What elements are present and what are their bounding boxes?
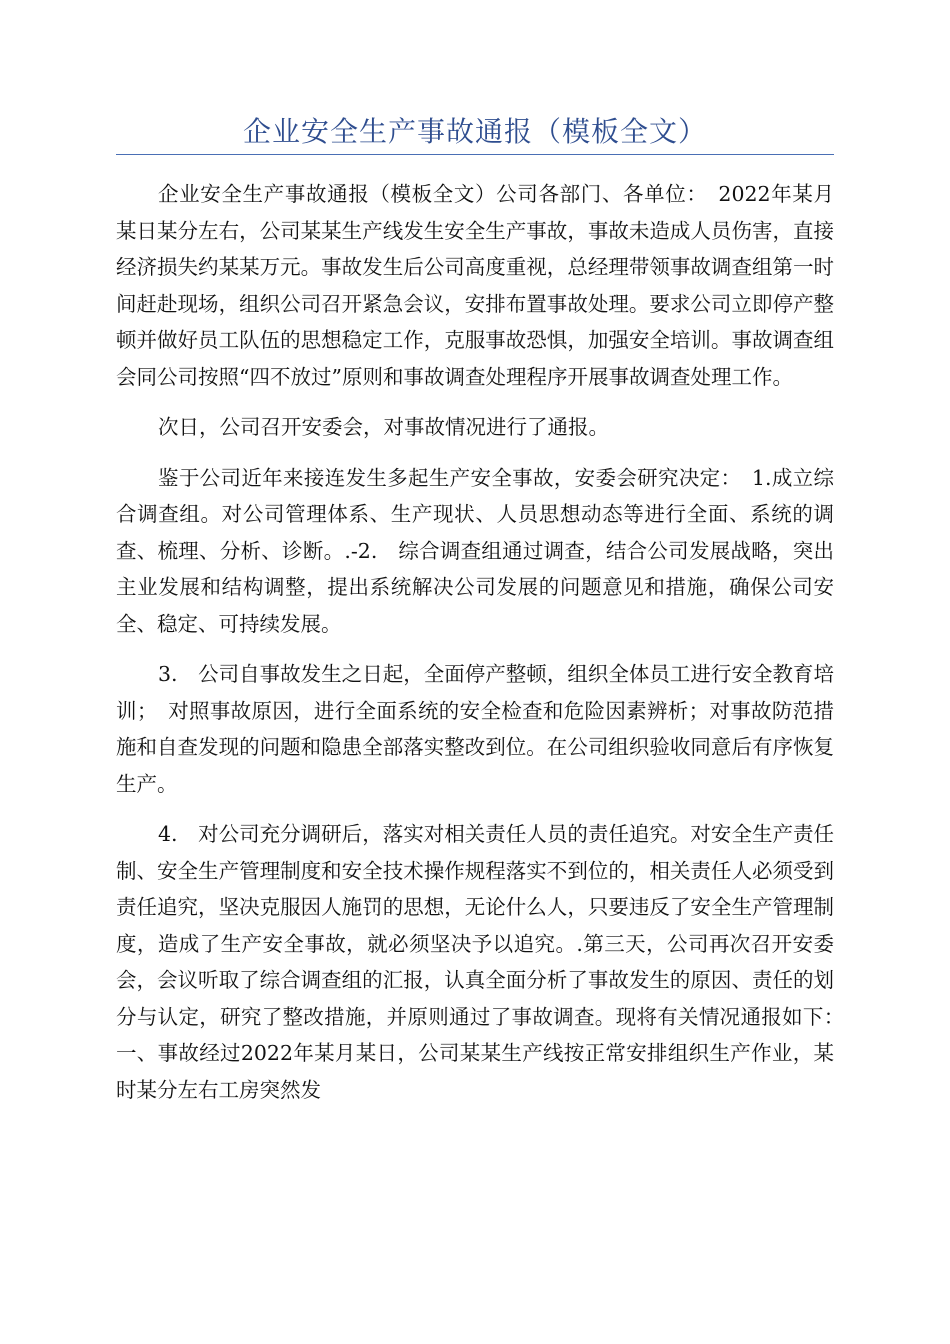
paragraph-item-4: 4. 对公司充分调研后，落实对相关责任人员的责任追究。对安全生产责任制、安全生产管理制度和安全技术操作规程落实不到位的，相关责任人必须受到责任追究，坚决克服因人施罚的思想，无论什么人，只要违反了安全生产管理制度，造成了生产安全事故，就必须坚决予以追究。.第三天，公司再次召开安委会，会议听取了综合调查组的汇报，认真全面分析了事故发生的原因、责任的划分与认定，研究了整改措施，并原则通过了事故调查。现将有关情况通报如下： 一、事故经过2022年某月某日，公司某某生产线按正常安排组织生产作业，某时某分左右工房突然发 [116,822,855,1102]
paragraph-decisions: 鉴于公司近年来接连发生多起生产安全事故，安委会研究决定： 1.成立综合调查组。对公司管理体系、生产现状、人员思想动态等进行全面、系统的调查、梳理、分析、诊断。.-2. 综合调查组通过调查，结合公司发展战略，突出主业发展和结构调整，提出系统解决公司发展的问题意见和措施，确保公司安全、稳定、可持续发展。 [116,465,834,636]
paragraph-intro: 企业安全生产事故通报（模板全文）公司各部门、各单位： 2022年某月某日某分左右，公司某某生产线发生安全生产事故，事故未造成人员伤害，直接经济损失约某某万元。事故发生后公司高度重视，总经理带领事故调查组第一时间赶赴现场，组织公司召开紧急会议，安排布置事故处理。要求公司立即停产整顿并做好员工队伍的思想稳定工作，克服事故恐惧，加强安全培训。事故调查组会同公司按照“四不放过”原则和事故调查处理程序开展事故调查处理工作。 [116,182,834,389]
paragraph-item-3: 3. 公司自事故发生之日起，全面停产整顿，组织全体员工进行安全教育培训； 对照事故原因，进行全面系统的安全检查和危险因素辨析；对事故防范措施和自查发现的问题和隐患全部落实整改到位。在公司组织验收同意后有序恢复生产。 [116,662,834,796]
paragraph-next-day: 次日，公司召开安委会，对事故情况进行了通报。 [158,415,609,439]
document-title: 企业安全生产事故通报（模板全文） [242,115,707,148]
title-divider [116,154,834,155]
document-body [116,176,855,1122]
